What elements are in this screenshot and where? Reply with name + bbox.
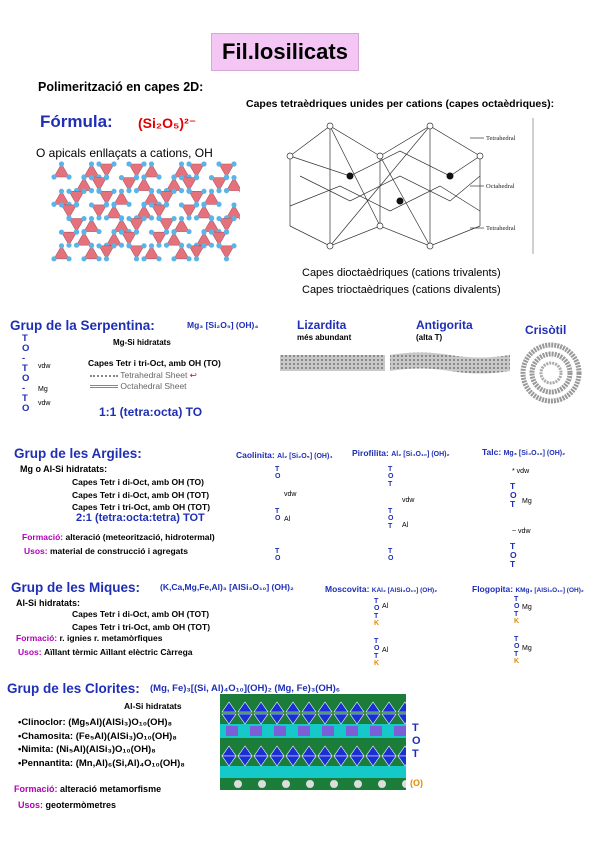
oxygen-node <box>89 161 94 166</box>
clorites-members: •Clinoclor: (Mg₅Al)(AlSi₃)O₁₀(OH)₈ •Chamosita: (Fe₅Al)(AlSi₃)O₁₀(OH)₈ •Nimita: (Ni₅Al)(AlSi₃)O₁₀(OH)₈ •Pennantita: (Mn,Al)₆(Si,Al)₄O₁₀(OH)₈ <box>18 717 185 769</box>
pirofilita-vdw: vdw <box>402 497 415 504</box>
oxygen-node <box>89 202 94 207</box>
oxygen-node <box>209 175 214 180</box>
talc-vdw2: ~ vdw <box>512 528 531 535</box>
chlorite-octahedron <box>322 726 334 736</box>
argiles-usos: Usos: material de construcció i agregats <box>24 546 188 556</box>
oxygen-node <box>51 256 56 261</box>
oxygen-node <box>59 202 64 207</box>
clorites-formula: (Mg, Fe)₃[(Si, Al)₄O₁₀](OH)₂ (Mg, Fe)₃(OH)₆ <box>150 683 341 694</box>
oxygen-node <box>134 175 139 180</box>
diagram-label-tetra1: Tetrahedral <box>486 135 516 142</box>
flogopita: Flogopita: KMg₃ [AlSi₃O₁₀] (OH)₂ <box>472 584 584 594</box>
oxygen-node <box>186 256 191 261</box>
oxygen-node <box>66 243 71 248</box>
oxygen-node <box>119 175 124 180</box>
oxygen-node <box>156 243 161 248</box>
moscovita-al: Al <box>382 647 389 654</box>
caolinita-stack3: T O <box>275 548 281 563</box>
oxygen-node <box>186 229 191 234</box>
caolinita-al: Al <box>284 516 291 523</box>
oxygen-node <box>81 230 86 235</box>
crisotil-label: Crisòtil <box>525 323 567 337</box>
antigorita-sub: (alta T) <box>416 333 443 342</box>
oxygen-node <box>111 161 116 166</box>
oxygen-node <box>171 189 176 194</box>
oxygen-node <box>111 230 116 235</box>
argiles-lines: Capes Tetr i di-Oct, amb OH (TO) Capes Tetr i di-Oct, amb OH (TOT) Capes Tetr i tri-Oct, amb OH (TOT) <box>72 477 211 512</box>
moscovita-k: Al <box>382 603 389 610</box>
argiles-formacio: Formació: alteració (meteorització, hidrotermal) <box>22 532 215 542</box>
oxygen-node <box>81 175 86 180</box>
page-title: Fil.losilicats <box>211 33 359 71</box>
oxygen-node <box>216 216 221 221</box>
miques-formacio: Formació: r. ignies r. metamòrfiques <box>16 633 163 643</box>
chlorite-ion <box>378 780 386 788</box>
oxygen-node <box>134 230 139 235</box>
apicals-text: O apicals enllaçats a cations, OH <box>36 146 213 160</box>
oxygen-node <box>96 215 101 220</box>
oxygen-node <box>66 256 71 261</box>
oxygen-node <box>201 243 206 248</box>
crisotil-diagram <box>520 342 582 404</box>
oxygen-node <box>104 215 109 220</box>
oxygen-node <box>89 216 94 221</box>
oxygen-node <box>74 243 79 248</box>
oxygen-node <box>141 161 146 166</box>
oxygen-node <box>164 243 169 248</box>
oxygen-node <box>179 188 184 193</box>
oxygen-node <box>216 188 221 193</box>
formula-value: (Si₂O₅)²⁻ <box>138 115 197 131</box>
talc-mg: Mg <box>522 498 532 505</box>
oxygen-node <box>81 189 86 194</box>
oxygen-node <box>231 202 236 207</box>
oxygen-node <box>156 216 161 221</box>
trioct-text: Capes trioctaèdriques (cations divalents) <box>302 284 501 296</box>
oxygen-node <box>209 216 214 221</box>
serpentina-formula: Mg₃ [Si₂O₅] (OH)₄ <box>187 320 259 330</box>
diagram-label-octa: Octahedral <box>486 183 515 190</box>
formula-label: Fórmula: <box>40 112 113 131</box>
serp-vdw2: vdw <box>38 400 51 407</box>
caolinita-vdw: vdw <box>284 491 297 498</box>
oxygen-node <box>126 216 131 221</box>
sheet-legend: Tetrahedral Sheet ↩ Octahedral Sheet <box>90 370 197 391</box>
tetra-caption: Capes tetraèdriques unides per cations (capes octaèdriques): <box>246 98 555 110</box>
flogopita-mg: Mg <box>522 604 532 611</box>
oxygen-node <box>231 243 236 248</box>
oxygen-node <box>194 202 199 207</box>
oxygen-node <box>186 215 191 220</box>
argiles-ratio: 2:1 (tetra:octa:tetra) TOT <box>76 512 205 524</box>
talc-vdw: * vdw <box>512 468 530 475</box>
oxygen-node <box>51 174 56 179</box>
oxygen-node <box>149 243 154 248</box>
oxygen-node <box>119 216 124 221</box>
oxygen-node <box>209 189 214 194</box>
oxygen-node <box>149 230 154 235</box>
chlorite-ion <box>354 780 362 788</box>
oxygen-node <box>224 188 229 193</box>
moscovita-stack2: T O T K <box>374 638 380 668</box>
oxygen-node <box>194 256 199 261</box>
oxygen-node <box>201 161 206 166</box>
serpentina-hydrat: Mg-Si hidratats <box>113 338 171 347</box>
oxygen-node <box>194 215 199 220</box>
miques-heading: Grup de les Miques: <box>11 580 141 595</box>
miques-lines: Capes Tetr i di-Oct, amb OH (TOT) Capes Tetr i tri-Oct, amb OH (TOT) <box>72 609 211 632</box>
oxygen-node <box>111 243 116 248</box>
lizardita-sub: més abundant <box>297 333 352 342</box>
talc: Talc: Mg₃ [Si₄O₁₀] (OH)₂ <box>482 447 566 457</box>
oxygen-node <box>209 230 214 235</box>
oxygen-node <box>119 230 124 235</box>
oxygen-node <box>231 216 236 221</box>
oxygen-node <box>126 188 131 193</box>
chlorite-octahedron <box>274 726 286 736</box>
oxygen-node <box>59 243 64 248</box>
miques-formula: (K,Ca,Mg,Fe,Al)₃ [AlSi₃O₁₀] (OH)₂ <box>160 582 294 592</box>
clorites-o: (O) <box>410 778 423 788</box>
lizardita-label: Lizardita <box>297 318 347 332</box>
lizardita-antigorita-diagram <box>280 350 520 380</box>
oxygen-node <box>186 243 191 248</box>
oxygen-node <box>224 256 229 261</box>
oxygen-node <box>89 188 94 193</box>
oxygen-node <box>179 175 184 180</box>
oxygen-node <box>156 174 161 179</box>
flogopita-mg2: Mg <box>522 645 532 652</box>
oxygen-node <box>96 189 101 194</box>
serp-mg: Mg <box>38 386 48 393</box>
chlorite-ion <box>282 780 290 788</box>
pirofilita-stack: T O T <box>388 466 394 488</box>
pirofilita-stack2: T O T <box>388 508 394 530</box>
oxygen-node <box>179 243 184 248</box>
oxygen-node <box>171 216 176 221</box>
oxygen-node <box>231 161 236 166</box>
oxygen-node <box>171 175 176 180</box>
oxygen-node <box>216 243 221 248</box>
oxygen-node <box>96 243 101 248</box>
oxygen-node <box>149 215 154 220</box>
oxygen-node <box>66 189 71 194</box>
serpentina-stack: T O - T O - T O <box>22 333 30 414</box>
oxygen-node <box>59 189 64 194</box>
oxygen-node <box>51 202 56 207</box>
chlorite-ion <box>330 780 338 788</box>
oxygen-node <box>179 161 184 166</box>
oxygen-node <box>141 175 146 180</box>
oxygen-node <box>104 202 109 207</box>
oxygen-node <box>156 256 161 261</box>
oxygen-node <box>119 189 124 194</box>
oxygen-node <box>126 202 131 207</box>
hex-network <box>51 161 240 261</box>
oxygen-node <box>96 161 101 166</box>
chlorite-octahedron <box>370 726 382 736</box>
pirofilita-al: Al <box>402 522 409 529</box>
chlorite-octahedron <box>250 726 262 736</box>
antigorita-label: Antigorita <box>416 318 473 332</box>
chlorite-ion <box>234 780 242 788</box>
oxygen-node <box>141 243 146 248</box>
oxygen-node <box>149 189 154 194</box>
pirofilita-stack3: T O <box>388 548 394 563</box>
oxygen-node <box>149 161 154 166</box>
oxygen-node <box>89 243 94 248</box>
oxygen-node <box>216 161 221 166</box>
oxygen-node <box>104 256 109 261</box>
oxygen-node <box>186 161 191 166</box>
oxygen-node <box>134 256 139 261</box>
serpentina-ratio: 1:1 (tetra:octa) TO <box>99 405 203 419</box>
oxygen-node <box>194 175 199 180</box>
serp-vdw1: vdw <box>38 363 51 370</box>
diagram-label-tetra2: Tetrahedral <box>486 225 516 232</box>
polymerization-text: Polimerització en capes 2D: <box>38 80 204 94</box>
oxygen-node <box>141 202 146 207</box>
talc-stack: T O T <box>510 481 517 509</box>
clorites-tot: T O T <box>412 722 421 761</box>
oxygen-node <box>59 230 64 235</box>
moscovita: Moscovita: KAl₂ [AlSi₃O₁₀] (OH)₂ <box>325 584 438 594</box>
oxygen-node <box>81 256 86 261</box>
oxygen-node <box>141 256 146 261</box>
caolinita-stack: T O <box>275 466 281 481</box>
chlorite-octahedron <box>394 726 406 736</box>
oxygen-node <box>126 243 131 248</box>
clorites-hydrat: Al-Si hidratats <box>124 701 182 711</box>
oxygen-node <box>111 189 116 194</box>
oxygen-node <box>81 216 86 221</box>
clorites-heading: Grup de les Clorites: <box>7 681 140 696</box>
chlorite-ion <box>306 780 314 788</box>
clorites-usos: Usos: geotermòmetres <box>18 800 117 810</box>
dioct-text: Capes dioctaèdriques (cations trivalents) <box>302 267 501 279</box>
oxygen-node <box>104 175 109 180</box>
tetrahedral-sheet-diagram <box>50 160 240 280</box>
tot-structure-diagram <box>270 116 560 256</box>
oxygen-node <box>156 189 161 194</box>
argiles-heading: Grup de les Argiles: <box>14 446 142 461</box>
serpentina-desc: Capes Tetr i tri-Oct, amb OH (TO) <box>88 358 221 368</box>
oxygen-node <box>141 216 146 221</box>
caolinita: Caolinita: Al₂ [Si₂O₅] (OH)₄ <box>236 450 333 460</box>
oxygen-node <box>201 202 206 207</box>
clorites-formacio: Formació: alteració metamorfisme <box>14 784 162 794</box>
miques-usos: Usos: Aïllant tèrmic Aïllant elèctric Càrrega <box>18 647 193 657</box>
oxygen-node <box>111 202 116 207</box>
oxygen-node <box>179 202 184 207</box>
flogopita-stack2: T O T K <box>514 636 520 666</box>
oxygen-node <box>209 243 214 248</box>
pirofilita: Pirofilita: Al₂ [Si₄O₁₀] (OH)₂ <box>352 448 450 458</box>
oxygen-node <box>224 175 229 180</box>
oxygen-node <box>96 256 101 261</box>
oxygen-node <box>201 189 206 194</box>
oxygen-node <box>134 188 139 193</box>
oxygen-node <box>96 229 101 234</box>
caolinita-stack2: T O <box>275 508 281 523</box>
oxygen-node <box>179 216 184 221</box>
chlorite-ion <box>258 780 266 788</box>
chlorite-octahedron <box>226 726 238 736</box>
oxygen-node <box>171 256 176 261</box>
oxygen-node <box>149 202 154 207</box>
chlorite-octahedron <box>346 726 358 736</box>
serpentina-heading: Grup de la Serpentina: <box>10 318 155 333</box>
oxygen-node <box>119 243 124 248</box>
oxygen-node <box>59 161 64 166</box>
moscovita-stack: T O T K <box>374 598 380 628</box>
flogopita-stack: T O T K <box>514 596 520 626</box>
oxygen-node <box>186 189 191 194</box>
oxygen-node <box>164 230 169 235</box>
oxygen-node <box>74 202 79 207</box>
oxygen-node <box>126 161 131 166</box>
oxygen-node <box>171 230 176 235</box>
oxygen-node <box>231 175 236 180</box>
talc-stack2: T O T <box>510 541 517 569</box>
oxygen-node <box>89 175 94 180</box>
chlorite-octahedron <box>298 726 310 736</box>
oxygen-node <box>66 174 71 179</box>
oxygen-node <box>66 216 71 221</box>
miques-hydrat: Al-Si hidratats: <box>16 598 81 608</box>
oxygen-node <box>164 202 169 207</box>
oxygen-node <box>224 230 229 235</box>
oxygen-node <box>201 230 206 235</box>
oxygen-node <box>216 202 221 207</box>
clorite-structure-diagram <box>220 694 406 790</box>
argiles-hydrat: Mg o Al-Si hidratats: <box>20 464 108 474</box>
oxygen-node <box>74 230 79 235</box>
